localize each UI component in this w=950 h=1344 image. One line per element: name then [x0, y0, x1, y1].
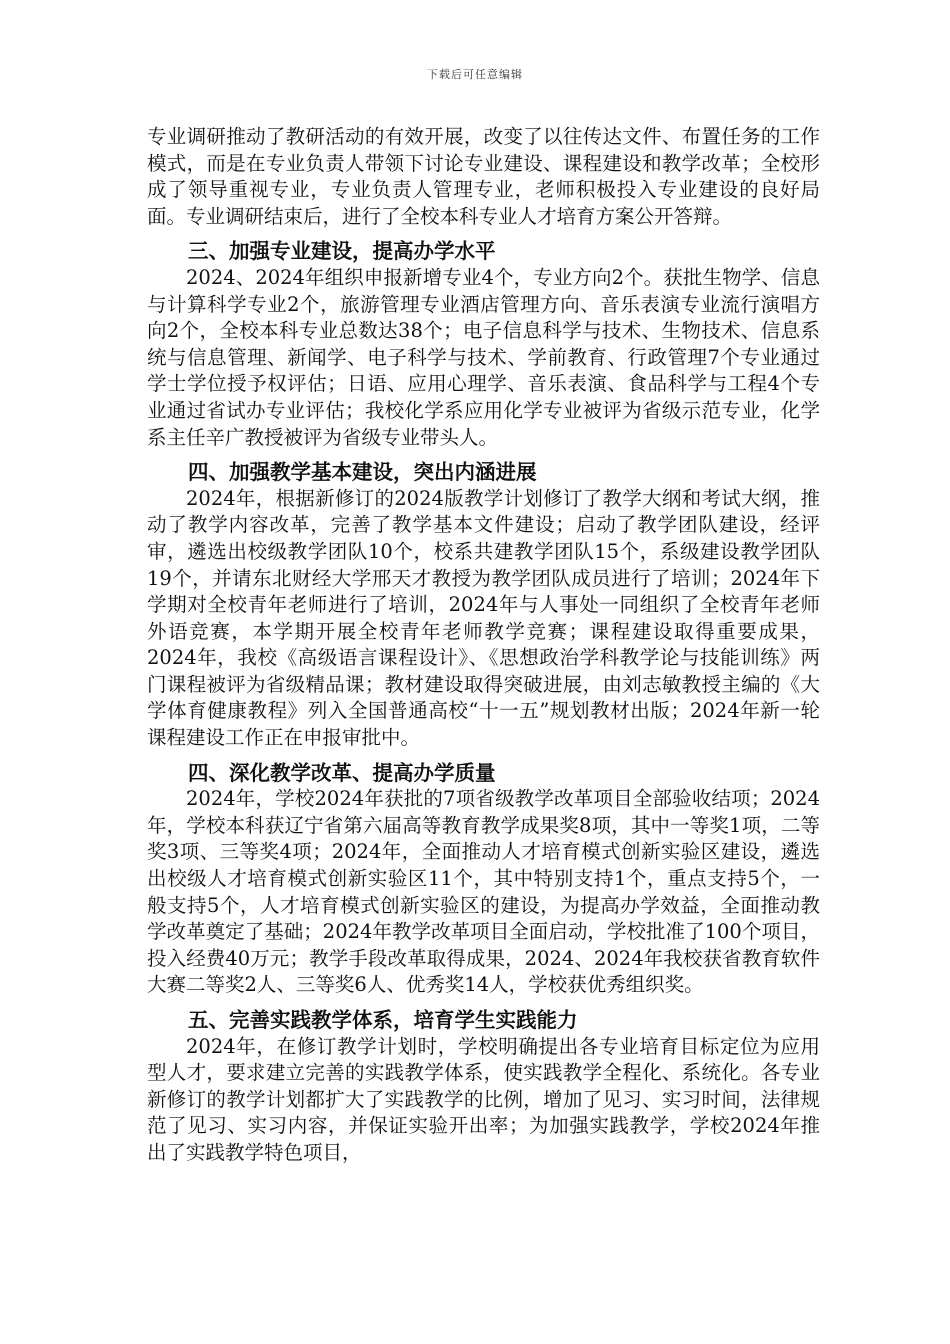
- section-body-4a: 2024年，根据新修订的2024版教学计划修订了教学大纲和考试大纲，推动了教学内容改革，完善了教学基本文件建设；启动了教学团队建设，经评审，遴选出校级教学团队10个，校系共建教学团队15个，系级建设教学团队19个，并请东北财经大学邢天才教授为教学团队成员进行了培训；2024年下学期对全校青年老师进行了培训，2024年与人事处一同组织了全校青年老师外语竞赛，本学期开展全校青年老师教学竞赛；课程建设取得重要成果，2024年，我校《高级语言课程设计》、《思想政治学科教学论与技能训练》两门课程被评为省级精品课；教材建设取得突破进展，由刘志敏教授主编的《大学体育健康教程》列入全国普通高校“十一五”规划教材出版；2024年新一轮课程建设工作正在申报审批中。: [147, 486, 820, 750]
- page-header-note: 下载后可任意编辑: [427, 68, 523, 81]
- section-heading-3: 三、加强专业建设，提高办学水平: [188, 239, 496, 264]
- section-heading-5: 五、完善实践教学体系，培育学生实践能力: [188, 1008, 578, 1032]
- section-body-3: 2024、2024年组织申报新增专业4个，专业方向2个。获批生物学、信息与计算科学专业2个，旅游管理专业酒店管理方向、音乐表演专业流行演唱方向2个，全校本科专业总数达38个；电子信息科学与技术、生物技术、信息系统与信息管理、新闻学、电子科学与技术、学前教育、行政管理7个专业通过学士学位授予权评估；日语、应用心理学、音乐表演、食品科学与工程4个专业通过省试办专业评估；我校化学系应用化学专业被评为省级示范专业，化学系主任辛广教授被评为省级专业带头人。: [147, 265, 820, 449]
- section-heading-4a: 四、加强教学基本建设，突出内涵进展: [188, 460, 537, 485]
- section-body-4b: 2024年，学校2024年获批的7项省级教学改革项目全部验收结项；2024年，学校本科获辽宁省第六届高等教育教学成果奖8项，其中一等奖1项，二等奖3项、三等奖4项；2024年，全面推动人才培育模式创新实验区建设，遴选出校级人才培育模式创新实验区11个，其中特别支持1个，重点支持5个，一般支持5个，人才培育模式创新实验区的建设，为提高办学效益，全面推动教学改革奠定了基础；2024年教学改革项目全面启动，学校批准了100个项目，投入经费40万元；教学手段改革取得成果，2024、2024年我校获省教育软件大赛二等奖2人、三等奖6人、优秀奖14人，学校获优秀组织奖。: [147, 787, 820, 997]
- section-body-5: 2024年，在修订教学计划时，学校明确提出各专业培育目标定位为应用型人才，要求建立完善的实践教学体系，使实践教学全程化、系统化。各专业新修订的教学计划都扩大了实践教学的比例，增加了见习、实习时间，法律规范了见习、实习内容，并保证实验开出率；为加强实践教学，学校2024年推出了实践教学特色项目，: [147, 1034, 820, 1164]
- document-body: [147, 124, 820, 1167]
- intro-paragraph: 专业调研推动了教研活动的有效开展，改变了以往传达文件、布置任务的工作模式，而是在专业负责人带领下讨论专业建设、课程建设和教学改革；全校形成了领导重视专业，专业负责人管理专业，老师积极投入专业建设的良好局面。专业调研结束后，进行了全校本科专业人才培育方案公开答辩。: [147, 125, 820, 228]
- section-heading-4b: 四、深化教学改革、提高办学质量: [188, 760, 496, 785]
